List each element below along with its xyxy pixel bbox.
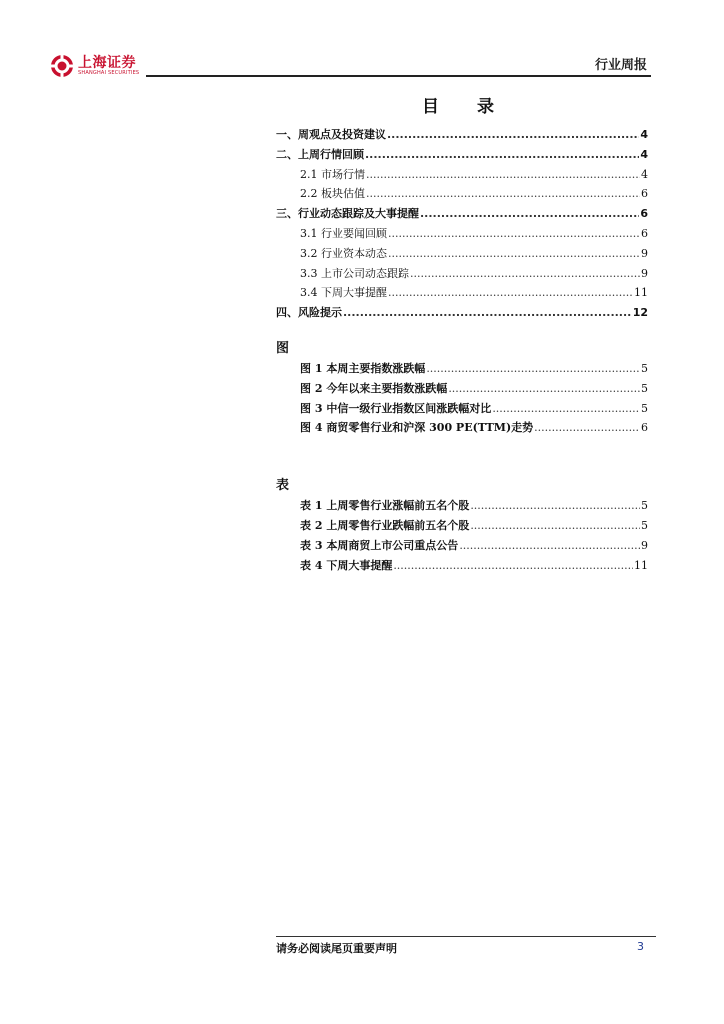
dot-leader <box>426 362 640 375</box>
table-entry-label: 表 1 上周零售行业涨幅前五名个股 <box>300 499 470 513</box>
toc-entry-label: 3.2 行业资本动态 <box>300 246 387 260</box>
dot-leader <box>470 519 640 532</box>
figure-entry-label: 图 3 中信一级行业指数区间涨跌幅对比 <box>300 401 492 415</box>
table-of-contents <box>276 126 656 576</box>
report-type-label: 行业周报 <box>594 58 647 73</box>
dot-leader <box>410 267 640 280</box>
toc-entry[interactable] <box>276 205 656 225</box>
dot-leader <box>534 421 640 434</box>
toc-entry-label: 一、周观点及投资建议 <box>276 128 386 141</box>
toc-entry-page: 12 <box>632 306 648 320</box>
toc-entry-label: 3.3 上市公司动态跟踪 <box>300 266 409 280</box>
dot-leader <box>365 148 639 161</box>
toc-entry-page: 4 <box>640 147 648 161</box>
page-header <box>50 48 651 80</box>
dot-leader <box>459 539 640 552</box>
table-entry[interactable] <box>276 557 656 577</box>
toc-entry[interactable] <box>276 304 656 324</box>
toc-entry-page: 6 <box>641 187 648 201</box>
figure-entry-page: 5 <box>641 381 648 395</box>
tables-list-heading: 表 <box>276 478 290 494</box>
figure-entry-page: 5 <box>641 361 648 375</box>
table-entry-page: 5 <box>641 518 648 532</box>
page-footer <box>276 936 656 955</box>
table-entry-label: 表 2 上周零售行业跌幅前五名个股 <box>300 518 470 532</box>
dot-leader <box>343 306 632 319</box>
toc-title: 目 录 <box>422 97 510 117</box>
figure-entry-label: 图 2 今年以来主要指数涨跌幅 <box>300 381 448 395</box>
dot-leader <box>366 187 640 200</box>
toc-entry-label: 二、上周行情回顾 <box>276 147 364 161</box>
toc-entry-page: 6 <box>640 207 648 221</box>
dot-leader <box>387 128 639 141</box>
toc-entry-page: 4 <box>640 128 648 141</box>
table-entry-page: 9 <box>641 538 648 552</box>
logo-chinese-name: 上海证券 <box>78 55 136 71</box>
table-entry-label: 表 3 本周商贸上市公司重点公告 <box>300 538 459 552</box>
dot-leader <box>492 402 640 415</box>
dot-leader <box>388 247 640 260</box>
toc-entry-label: 2.1 市场行情 <box>300 167 365 181</box>
toc-entry-label: 3.1 行业要闻回顾 <box>300 226 387 240</box>
toc-entry-label: 2.2 板块估值 <box>300 187 365 201</box>
page-number: 3 <box>637 940 644 953</box>
toc-subentry[interactable] <box>276 284 656 304</box>
toc-subentry[interactable] <box>276 265 656 285</box>
dot-leader <box>388 227 640 240</box>
toc-entry[interactable] <box>276 126 656 146</box>
dot-leader <box>393 559 633 572</box>
logo-emblem-icon <box>50 54 74 78</box>
toc-subentry[interactable] <box>276 185 656 205</box>
figure-entry-label: 图 4 商贸零售行业和沪深 300 PE(TTM)走势 <box>300 421 534 435</box>
figure-entry[interactable] <box>276 419 656 439</box>
figure-entry[interactable] <box>276 400 656 420</box>
toc-entry-page: 9 <box>641 246 648 260</box>
figure-entry[interactable] <box>276 360 656 380</box>
toc-entry-label: 三、行业动态跟踪及大事提醒 <box>276 207 419 221</box>
figure-entry[interactable] <box>276 380 656 400</box>
toc-entry-label: 3.4 下周大事提醒 <box>300 286 387 300</box>
logo-english-name: SHANGHAI SECURITIES <box>78 70 140 76</box>
toc-entry-page: 11 <box>634 286 648 300</box>
dot-leader <box>448 382 640 395</box>
table-entry[interactable] <box>276 517 656 537</box>
company-logo <box>50 54 139 78</box>
figure-entry-label: 图 1 本周主要指数涨跌幅 <box>300 361 426 375</box>
toc-entry[interactable] <box>276 146 656 166</box>
table-entry-label: 表 4 下周大事提醒 <box>300 558 393 572</box>
footer-disclaimer: 请务必阅读尾页重要声明 <box>276 942 397 955</box>
dot-leader <box>388 286 633 299</box>
figure-entry-page: 6 <box>641 421 648 435</box>
table-entry-page: 11 <box>634 558 648 572</box>
dot-leader <box>366 168 640 181</box>
table-entry[interactable] <box>276 497 656 517</box>
toc-subentry[interactable] <box>276 245 656 265</box>
toc-subentry[interactable] <box>276 166 656 186</box>
toc-entry-page: 9 <box>641 266 648 280</box>
table-entry[interactable] <box>276 537 656 557</box>
figure-entry-page: 5 <box>641 401 648 415</box>
footer-divider <box>276 936 656 937</box>
toc-entry-label: 四、风险提示 <box>276 306 342 320</box>
dot-leader <box>420 207 639 220</box>
figures-list-heading: 图 <box>276 340 290 356</box>
toc-entry-page: 6 <box>641 226 648 240</box>
toc-subentry[interactable] <box>276 225 656 245</box>
table-entry-page: 5 <box>641 499 648 513</box>
header-divider <box>146 75 651 77</box>
toc-entry-page: 4 <box>641 167 648 181</box>
dot-leader <box>470 499 640 512</box>
